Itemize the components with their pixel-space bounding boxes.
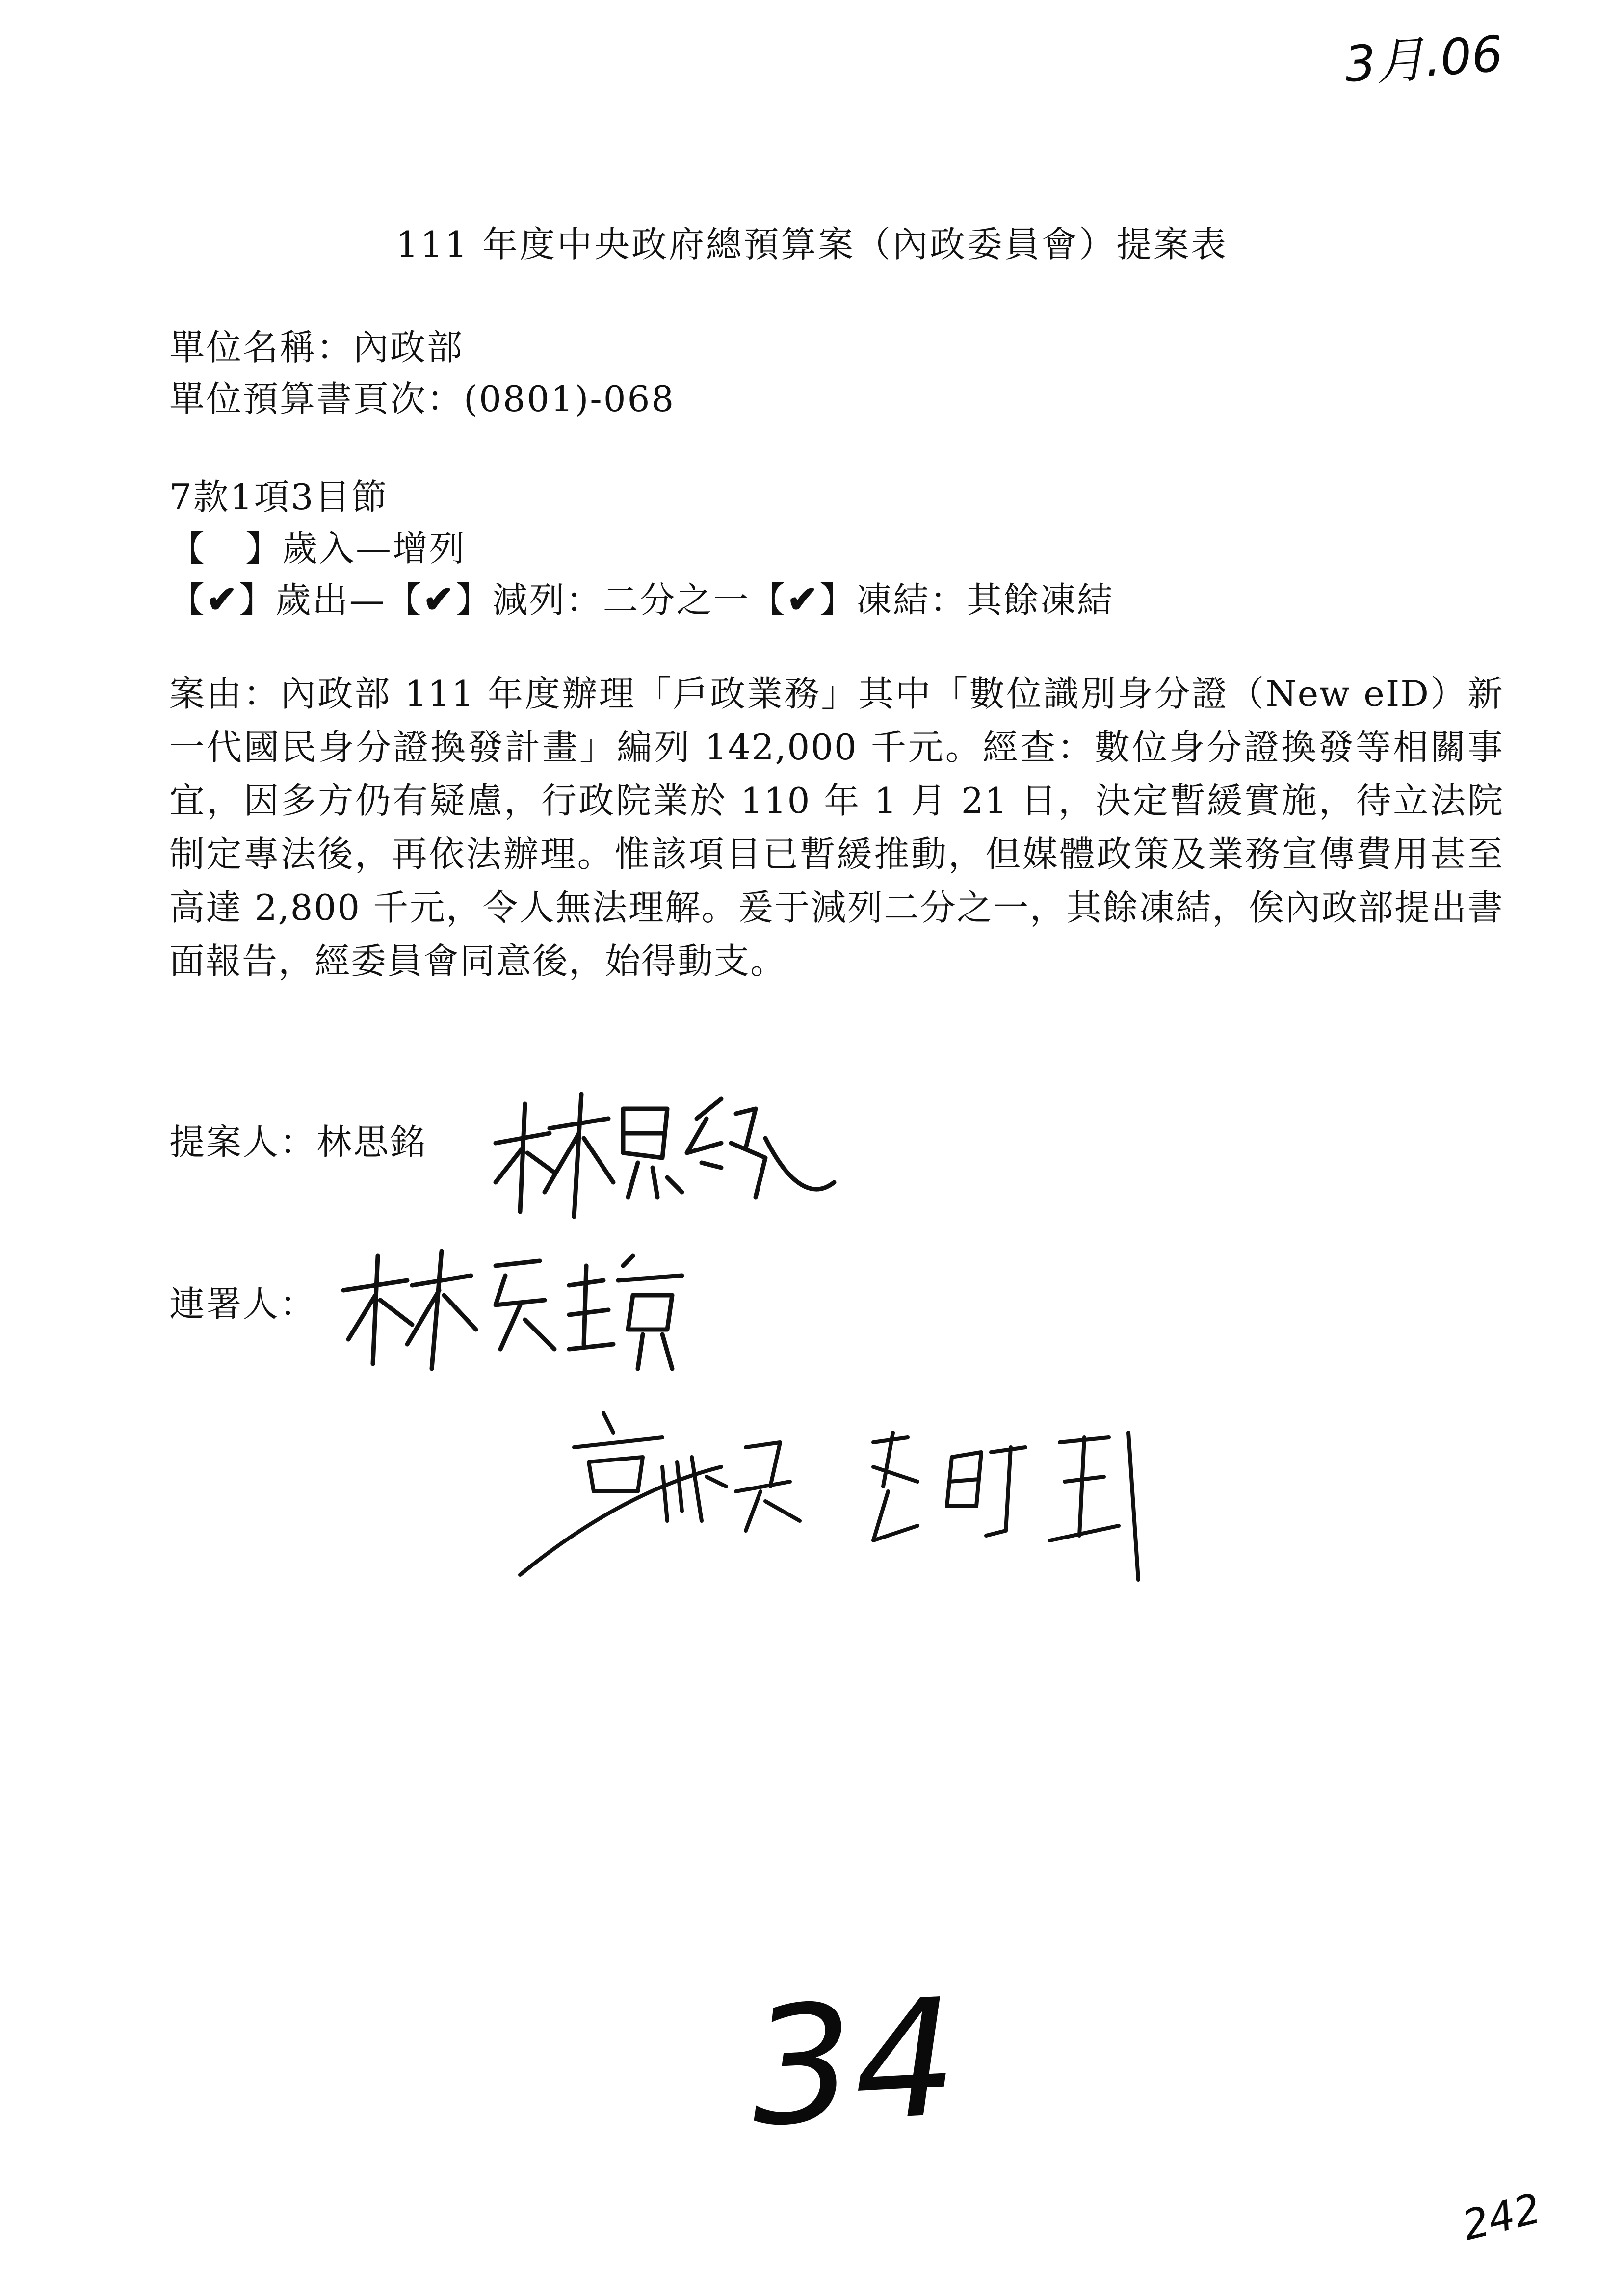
case-body: 內政部 111 年度辦理「戶政業務」其中「數位識別身分證（New eID）新一代國民身分證換發計畫」編列 142,000 千元。經查：數位身分證換發等相關事宜，因多方仍有疑慮，行政院業於 110 年 1 月 21 日，決定暫緩實施，待立法院制定專法後，再依法辦理。惟該項目已暫緩推動，但媒體政策及業務宣傳費用甚至高達 2,800 千元，令人無法理解。爰于減列二分之一，其餘凍結，俟內政部提出書面報告，經委員會同意後，始得動支。 — [169, 673, 1504, 982]
cosigner-label: 連署人： — [169, 1283, 317, 1325]
budget-section: 7款1項3目節 — [169, 476, 389, 518]
cosigner-signature-2 — [515, 1408, 819, 1587]
freeze-label: 凍結：其餘凍結 — [856, 579, 1114, 621]
page-title: 111 年度中央政府總預算案（內政委員會）提案表 — [395, 224, 1229, 265]
expenditure-checkbox: 【✔】 — [169, 577, 276, 621]
freeze-checkbox: 【✔】 — [750, 577, 857, 621]
revenue-option-label: 歲入—增列 — [282, 528, 467, 569]
option-revenue-row — [169, 520, 466, 571]
cosigner-signature-3 — [864, 1423, 1158, 1587]
cosigner-signature-1 — [339, 1246, 711, 1376]
unit-name-label: 單位名稱： — [169, 327, 354, 368]
option-expenditure-row — [169, 572, 1114, 623]
proposer-name: 林思銘 — [316, 1122, 427, 1163]
cosigner-row — [169, 1276, 316, 1327]
proposer-signature — [491, 1089, 844, 1228]
handwritten-page-number: 34 — [746, 1963, 962, 2163]
case-description — [169, 667, 1504, 988]
proposer-row — [169, 1114, 427, 1165]
unit-name-value: 內政部 — [353, 327, 464, 368]
expenditure-label: 歲出— — [275, 579, 386, 621]
check-mark-icon: ✔ — [786, 577, 820, 621]
unit-page-label: 單位預算書頁次： — [169, 378, 464, 419]
reduce-checkbox: 【✔】 — [386, 577, 493, 621]
revenue-checkbox: 【 】 — [169, 528, 283, 569]
handwritten-date-annotation: 3月.06 — [1342, 25, 1505, 94]
reduce-label: 減列：二分之一 — [492, 579, 750, 621]
corner-annotation: 242 — [1457, 2184, 1545, 2250]
unit-name-row — [169, 319, 464, 370]
unit-page-row — [169, 370, 675, 421]
unit-page-value: (0801)-068 — [464, 378, 676, 419]
case-label: 案由： — [169, 673, 281, 714]
proposer-label: 提案人： — [169, 1122, 317, 1163]
check-mark-icon: ✔ — [422, 577, 456, 621]
check-mark-icon: ✔ — [206, 577, 239, 621]
